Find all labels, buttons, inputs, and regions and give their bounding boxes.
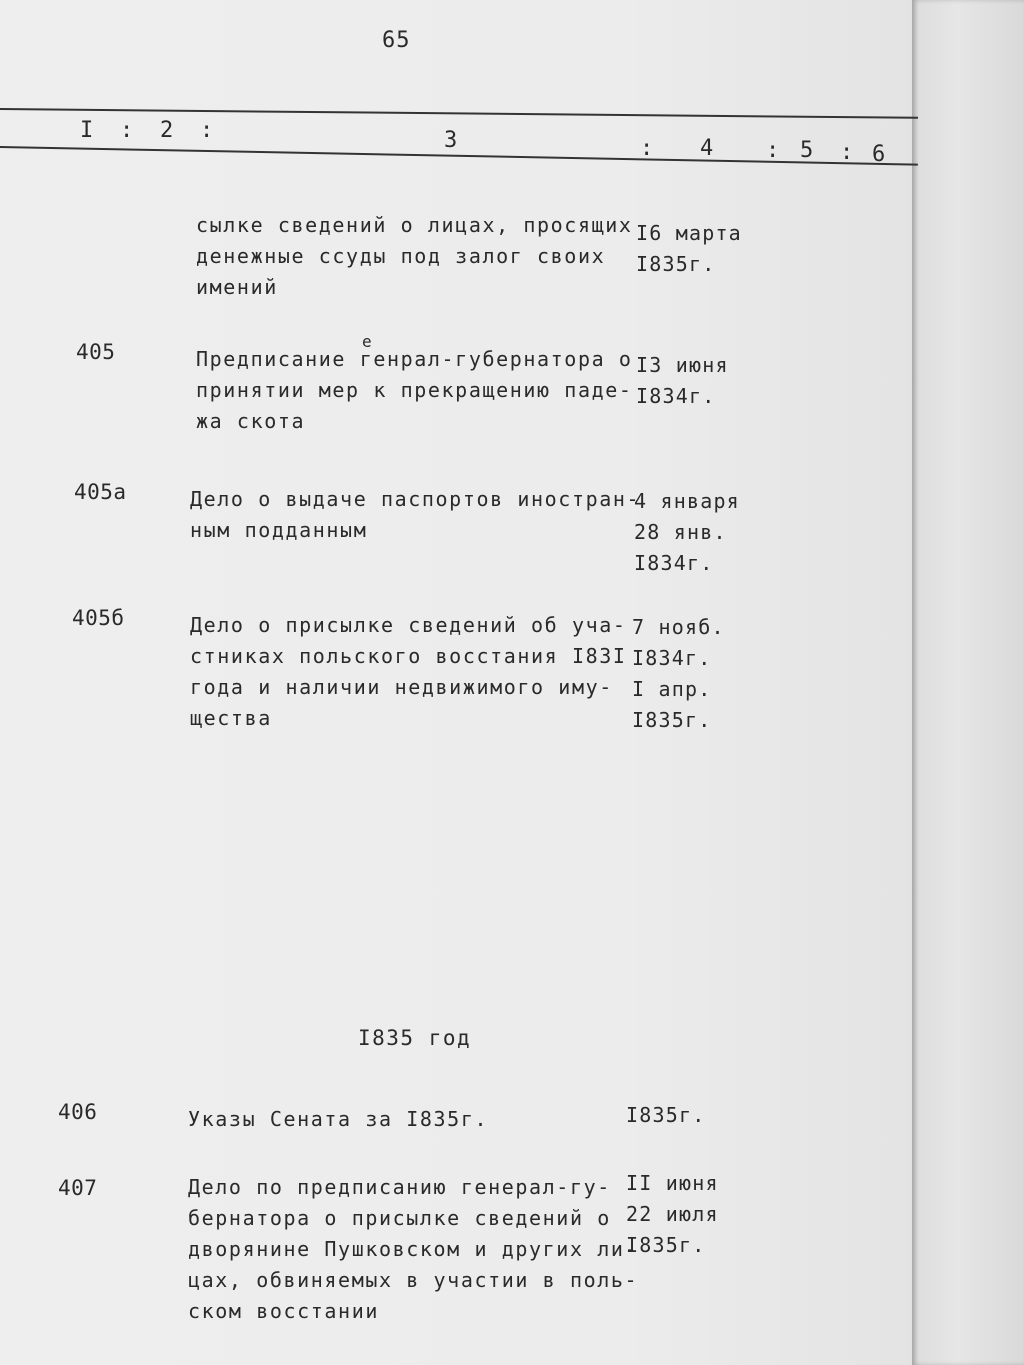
page-edge-shadow: [912, 0, 1024, 1365]
entry-text-line: Указы Сената за I835г.: [188, 1107, 489, 1131]
entry-description: [196, 210, 633, 303]
entry-number: 405: [76, 340, 116, 364]
page-number: 65: [382, 28, 411, 53]
entry-date-line: 4 января: [634, 489, 740, 513]
entry-text-line: года и наличии недвижимого иму-: [190, 675, 613, 699]
entry-date-line: II июня: [626, 1171, 719, 1195]
entry-dates: [632, 612, 725, 736]
entry-text-line: бернатора о присылке сведений о: [188, 1206, 611, 1230]
entry-description: [188, 1172, 638, 1327]
column-header-6: 6: [872, 142, 892, 167]
column-header-5: 5: [800, 138, 820, 163]
entry-text-line: Дело о присылке сведений об уча-: [190, 613, 627, 637]
entry-date-line: I6 марта: [636, 221, 742, 245]
column-header-separator: :: [120, 118, 140, 143]
entry-text-line: дворянине Пушковском и других ли-: [188, 1237, 639, 1261]
entry-text-line: ным подданным: [190, 518, 368, 542]
entry-text-line: имений: [196, 275, 278, 299]
entry-text-line: цах, обвиняемых в участии в поль-: [188, 1268, 639, 1292]
entry-text-line: Предписание генрал-губернатора о: [196, 347, 633, 371]
entry-date-line: I апр.: [632, 677, 712, 701]
entry-text-line: Дело по предписанию генерал-гу-: [188, 1175, 611, 1199]
entry-date-line: I834г.: [634, 551, 714, 575]
entry-date-line: I835г.: [626, 1233, 706, 1257]
entry-description: [196, 344, 633, 437]
column-header-1: I: [80, 118, 100, 143]
entry-text-line: принятии мер к прекращению паде-: [196, 378, 633, 402]
entry-date-line: I835г.: [636, 252, 716, 276]
entry-date-line: I834г.: [636, 384, 716, 408]
column-header-2: 2: [160, 118, 180, 143]
year-section-heading: I835 год: [358, 1026, 472, 1050]
column-header-separator: :: [200, 118, 220, 143]
entry-description: [190, 484, 640, 546]
entry-description: [188, 1104, 488, 1135]
entry-text-line: стниках польского восстания I83I: [190, 644, 627, 668]
column-header-3: 3: [444, 128, 464, 153]
entry-dates: [636, 350, 729, 412]
entry-dates: [626, 1168, 719, 1261]
column-header-separator: :: [840, 140, 860, 165]
entry-date-line: I3 июня: [636, 353, 729, 377]
entry-date-line: 22 июля: [626, 1202, 719, 1226]
entry-number: 407: [58, 1176, 98, 1200]
entry-dates: [634, 486, 740, 579]
column-header-separator: :: [766, 138, 786, 163]
entry-description: [190, 610, 627, 734]
entry-date-line: I835г.: [626, 1103, 706, 1127]
entry-number: 405а: [74, 480, 127, 504]
entry-text-line: ском восстании: [188, 1299, 379, 1323]
entry-date-line: I834г.: [632, 646, 712, 670]
column-header-separator: :: [640, 136, 660, 161]
entry-date-line: 28 янв.: [634, 520, 727, 544]
entry-dates: [636, 218, 742, 280]
entry-dates: [626, 1100, 705, 1131]
entry-number: 406: [58, 1100, 98, 1124]
entry-text-line: Дело о выдаче паспортов иностран-: [190, 487, 641, 511]
entry-text-line: сылке сведений о лицах, просящих: [196, 213, 633, 237]
entry-date-line: I835г.: [632, 708, 712, 732]
entry-text-line: денежные ссуды под залог своих: [196, 244, 606, 268]
entry-text-line: жа скота: [196, 409, 306, 433]
entry-number: 405б: [72, 606, 125, 630]
correction-mark: е: [362, 332, 372, 351]
entry-date-line: 7 нояб.: [632, 615, 725, 639]
column-header-4: 4: [700, 136, 720, 161]
entry-text-line: щества: [190, 706, 272, 730]
